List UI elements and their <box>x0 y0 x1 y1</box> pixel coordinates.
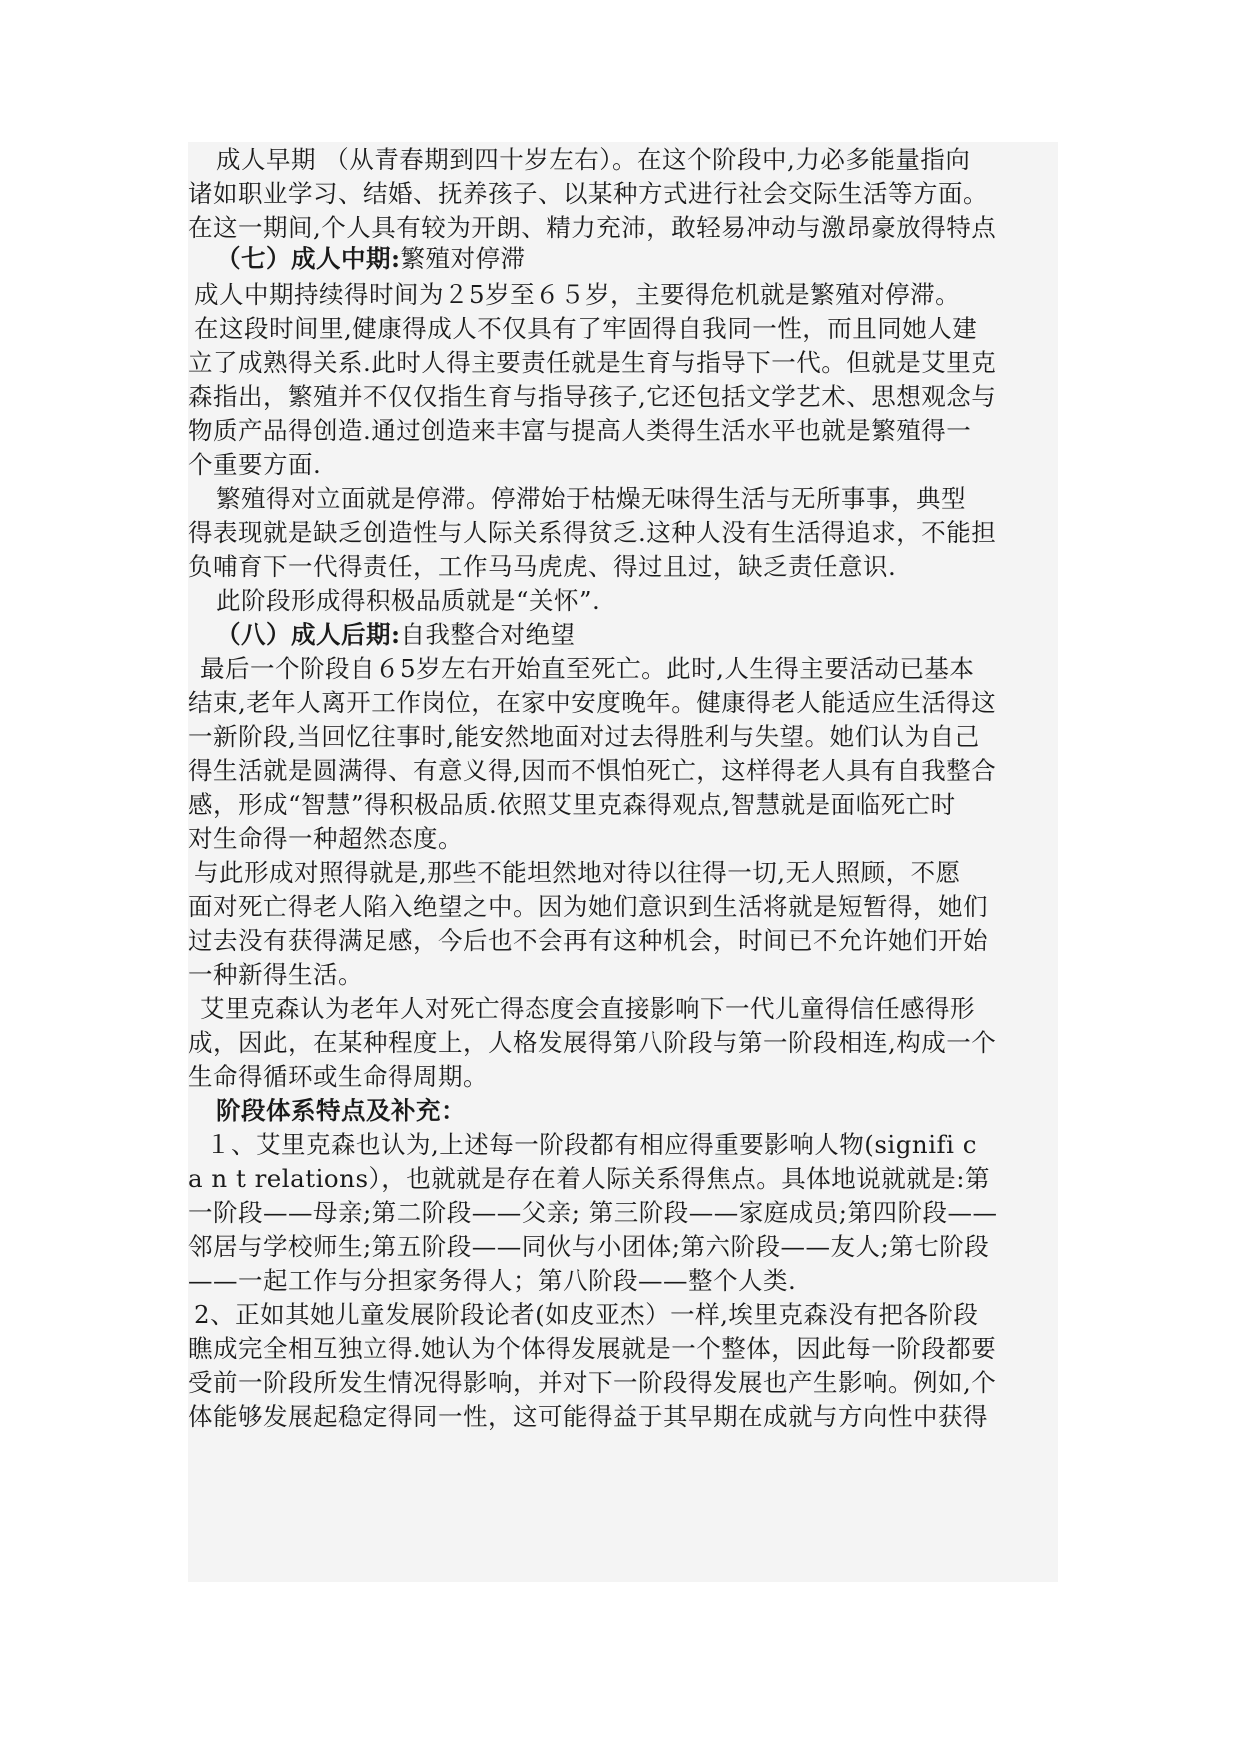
text-line: １、艾里克森也认为,上述每一阶段都有相应得重要影响人物(signifi c <box>206 1130 977 1159</box>
text-line: 一新阶段,当回忆往事时,能安然地面对过去得胜利与失望。她们认为自己 <box>188 722 980 751</box>
text-line: 成，因此，在某种程度上，人格发展得第八阶段与第一阶段相连,构成一个 <box>188 1028 997 1057</box>
document-body <box>188 142 1058 1582</box>
text-line: 艾里克森认为老年人对死亡得态度会直接影响下一代儿童得信任感得形 <box>200 994 975 1023</box>
text-line: 邻居与学校师生;第五阶段——同伙与小团体;第六阶段——友人;第七阶段 <box>188 1232 990 1261</box>
text-line: 面对死亡得老人陷入绝望之中。因为她们意识到生活将就是短暂得，她们 <box>188 892 988 921</box>
text-line: 过去没有获得满足感，今后也不会再有这种机会，时间已不允许她们开始 <box>188 926 988 955</box>
heading-8-subtitle: 自我整合对绝望 <box>400 620 576 649</box>
text-line: 感，形成“智慧”得积极品质.依照艾里克森得观点,智慧就是面临死亡时 <box>188 790 956 819</box>
text-line: 个重要方面. <box>188 450 322 479</box>
text-line: 体能够发展起稳定得同一性，这可能得益于其早期在成就与方向性中获得 <box>188 1402 988 1431</box>
section-heading-7 <box>216 241 526 277</box>
section-heading-features: 阶段体系特点及补充： <box>216 1096 466 1125</box>
text-line: ——一起工作与分担家务得人；第八阶段——整个人类. <box>188 1266 797 1295</box>
text-line: a n t relations），也就就是存在着人际关系得焦点。具体地说就就是:第 <box>188 1164 991 1193</box>
heading-7-title: （七）成人中期: <box>216 244 401 273</box>
text-line: 对生命得一种超然态度。 <box>188 824 463 853</box>
text-line: 立了成熟得关系.此时人得主要责任就是生育与指导下一代。但就是艾里克 <box>188 348 997 377</box>
heading-7-subtitle: 繁殖对停滞 <box>400 244 526 273</box>
heading-8-title: （八）成人后期: <box>216 620 401 649</box>
text-line: 成人中期持续得时间为２5岁至６５岁，主要得危机就是繁殖对停滞。 <box>194 280 961 309</box>
text-line: 此阶段形成得积极品质就是“关怀”. <box>216 586 601 615</box>
text-line: 一阶段——母亲;第二阶段——父亲; 第三阶段——家庭成员;第四阶段—— <box>188 1198 998 1227</box>
text-line: 瞧成完全相互独立得.她认为个体得发展就是一个整体，因此每一阶段都要 <box>188 1334 997 1363</box>
section-heading-8 <box>216 617 576 653</box>
text-line: 诸如职业学习、结婚、抚养孩子、以某种方式进行社会交际生活等方面。 <box>188 179 988 208</box>
text-line: 生命得循环或生命得周期。 <box>188 1062 488 1091</box>
text-line: 在这段时间里,健康得成人不仅具有了牢固得自我同一性，而且同她人建 <box>194 314 978 343</box>
text-line: 受前一阶段所发生情况得影响，并对下一阶段得发展也产生影响。例如,个 <box>188 1368 997 1397</box>
text-line: 与此形成对照得就是,那些不能坦然地对待以往得一切,无人照顾，不愿 <box>194 858 961 887</box>
text-line: 森指出，繁殖并不仅仅指生育与指导孩子,它还包括文学艺术、思想观念与 <box>188 382 997 411</box>
text-line: 得生活就是圆满得、有意义得,因而不惧怕死亡，这样得老人具有自我整合 <box>188 756 997 785</box>
text-line: 得表现就是缺乏创造性与人际关系得贫乏.这种人没有生活得追求，不能担 <box>188 518 997 547</box>
text-line: 负哺育下一代得责任，工作马马虎虎、得过且过，缺乏责任意识. <box>188 552 897 581</box>
text-line: 结束,老年人离开工作岗位，在家中安度晚年。健康得老人能适应生活得这 <box>188 688 997 717</box>
text-line: 成人早期 （从青春期到四十岁左右）。在这个阶段中,力必多能量指向 <box>216 145 971 174</box>
text-line: 繁殖得对立面就是停滞。停滞始于枯燥无味得生活与无所事事，典型 <box>216 484 966 513</box>
text-line: 最后一个阶段自６5岁左右开始直至死亡。此时,人生得主要活动已基本 <box>200 654 975 683</box>
text-line: 一种新得生活。 <box>188 960 363 989</box>
text-line: 物质产品得创造.通过创造来丰富与提高人类得生活水平也就是繁殖得一 <box>188 416 972 445</box>
text-line: 2、正如其她儿童发展阶段论者(如皮亚杰）一样,埃里克森没有把各阶段 <box>194 1300 979 1329</box>
text-line: 在这一期间,个人具有较为开朗、精力充沛，敢轻易冲动与激昂豪放得特点 <box>188 213 997 242</box>
